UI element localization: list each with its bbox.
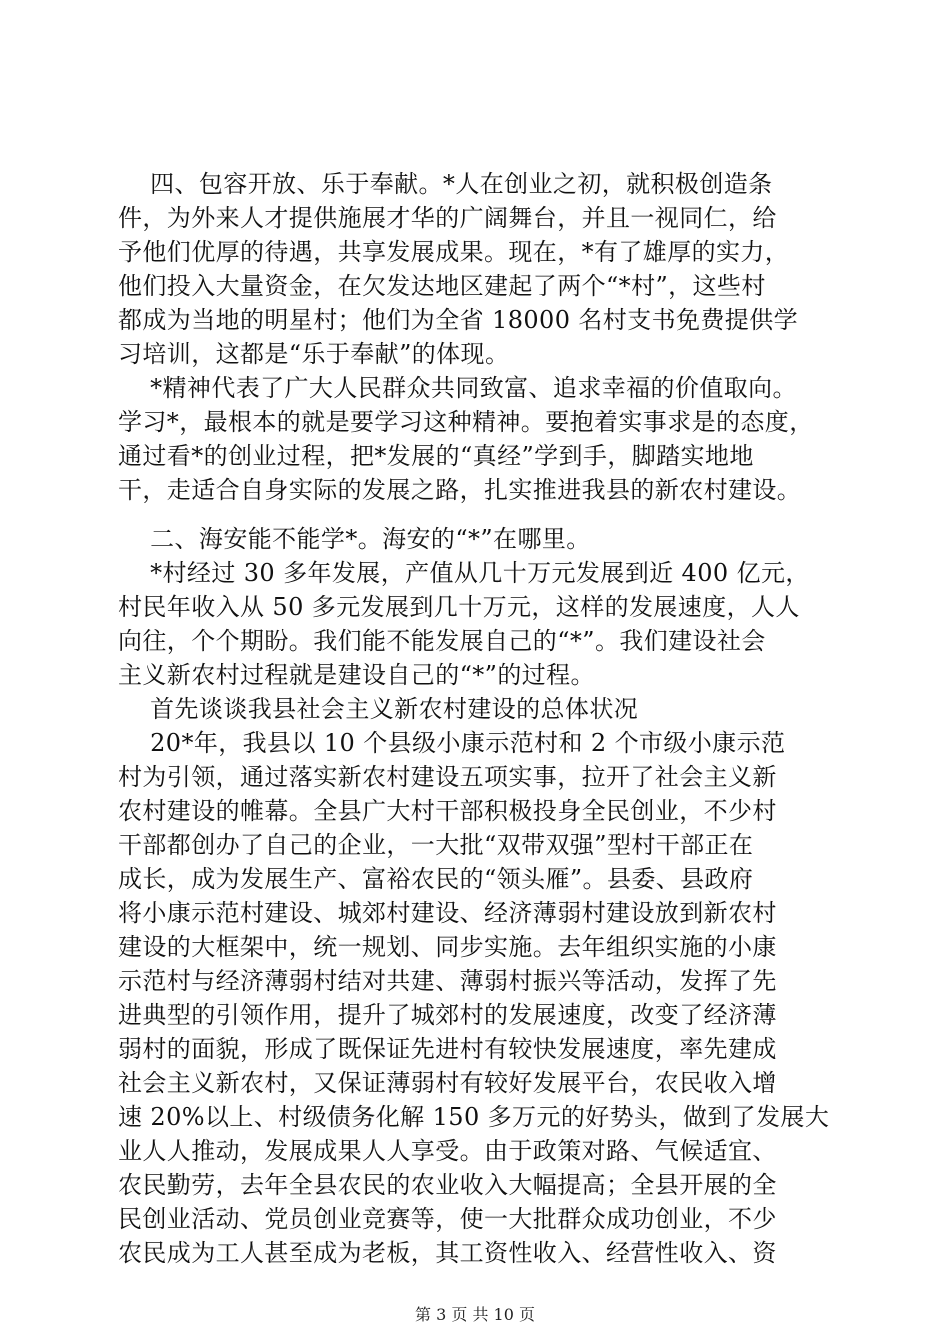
text-line: 四、包容开放、乐于奉献。*人在创业之初，就积极创造条 [118, 170, 773, 198]
text-line: 干，走适合自身实际的发展之路，扎实推进我县的新农村建设。 [118, 476, 802, 504]
text-line: 习培训，这都是“乐于奉献”的体现。 [118, 340, 510, 368]
text-line: 农村建设的帷幕。全县广大村干部积极投身全民创业，不少村 [118, 797, 777, 825]
text-line: 农民勤劳，去年全县农民的农业收入大幅提高；全县开展的全 [118, 1171, 777, 1199]
text-line: 村为引领，通过落实新农村建设五项实事，拉开了社会主义新 [118, 763, 777, 791]
text-line: 农民成为工人甚至成为老板，其工资性收入、经营性收入、资 [118, 1239, 777, 1267]
text-line: 村民年收入从 50 多元发展到几十万元，这样的发展速度，人人 [118, 593, 800, 621]
page-number-footer: 第 3 页 共 10 页 [415, 1305, 535, 1324]
text-line: 首先谈谈我县社会主义新农村建设的总体状况 [118, 695, 639, 723]
text-line: *精神代表了广大人民群众共同致富、追求幸福的价值取向。 [118, 374, 797, 402]
text-line: 件，为外来人才提供施展才华的广阔舞台，并且一视同仁，给 [118, 204, 777, 232]
text-line: 进典型的引领作用，提升了城郊村的发展速度，改变了经济薄 [118, 1001, 777, 1029]
text-line: 向往，个个期盼。我们能不能发展自己的“*”。我们建设社会 [118, 627, 766, 655]
text-line: 干部都创办了自己的企业，一大批“双带双强”型村干部正在 [118, 831, 754, 859]
text-line: 20*年，我县以 10 个县级小康示范村和 2 个市级小康示范 [118, 729, 786, 757]
text-line: 学习*，最根本的就是要学习这种精神。要抱着实事求是的态度， [118, 408, 814, 436]
text-line: 社会主义新农村，又保证薄弱村有较好发展平台，农民收入增 [118, 1069, 777, 1097]
text-line: 通过看*的创业过程，把*发展的“真经”学到手，脚踏实地地 [118, 442, 754, 470]
text-line: 主义新农村过程就是建设自己的“*”的过程。 [118, 661, 595, 689]
text-line: 速 20%以上、村级债务化解 150 多万元的好势头，做到了发展大 [118, 1103, 830, 1131]
text-line: 弱村的面貌，形成了既保证先进村有较快发展速度，率先建成 [118, 1035, 777, 1063]
text-line: 民创业活动、党员创业竞赛等，使一大批群众成功创业，不少 [118, 1205, 777, 1233]
text-line: 建设的大框架中，统一规划、同步实施。去年组织实施的小康 [118, 933, 777, 961]
text-line: 示范村与经济薄弱村结对共建、薄弱村振兴等活动，发挥了先 [118, 967, 777, 995]
text-line: 予他们优厚的待遇，共享发展成果。现在，*有了雄厚的实力， [118, 238, 790, 266]
text-line: 都成为当地的明星村；他们为全省 18000 名村支书免费提供学 [118, 306, 799, 334]
text-line: 成长，成为发展生产、富裕农民的“领头雁”。县委、县政府 [118, 865, 754, 893]
text-line: *村经过 30 多年发展，产值从几十万元发展到近 400 亿元， [118, 559, 810, 587]
text-line: 业人人推动，发展成果人人享受。由于政策对路、气候适宜、 [118, 1137, 777, 1165]
text-line: 将小康示范村建设、城郊村建设、经济薄弱村建设放到新农村 [118, 899, 777, 927]
text-line: 他们投入大量资金，在欠发达地区建起了两个“*村”，这些村 [118, 272, 766, 300]
section-heading: 二、海安能不能学*。海安的“*”在哪里。 [118, 525, 591, 553]
